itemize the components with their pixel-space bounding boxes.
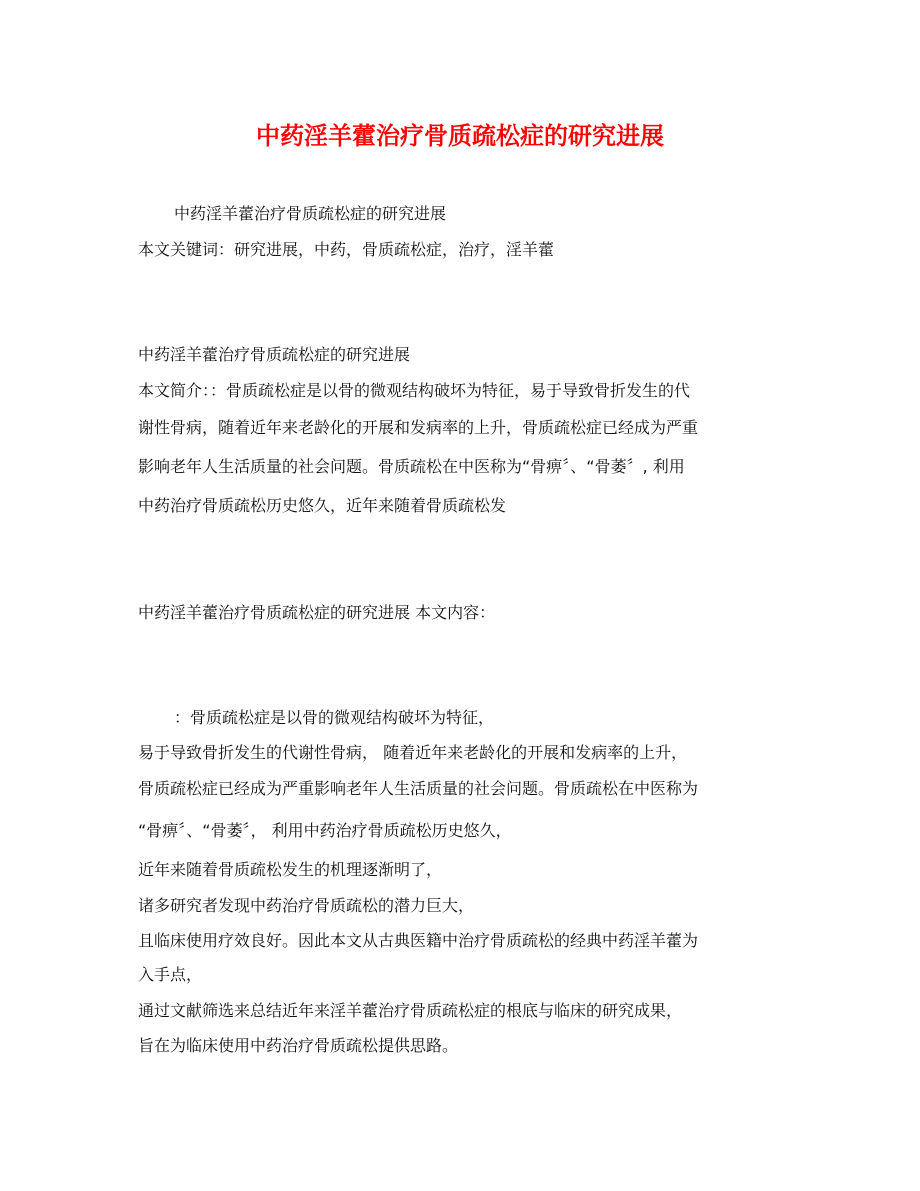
summary-line: 本文简介：：骨质疏松症是以骨的微观结构破坏为特征，易于导致骨折发生的代 xyxy=(138,381,691,400)
content-line: 易于导致骨折发生的代谢性骨病， 随着近年来老龄化的开展和发病率的上升， xyxy=(138,743,688,762)
summary-line: 影响老年人生活质量的社会问题。骨质疏松在中医称为“骨痹〞、“骨萎〞, 利用 xyxy=(138,457,685,476)
content-heading: 中药淫羊藿治疗骨质疏松症的研究进展 本文内容： xyxy=(138,603,496,622)
content-line: 且临床使用疗效良好。因此本文从古典医籍中治疗骨质疏松的经典中药淫羊藿为 xyxy=(138,931,699,950)
content-line: 旨在为临床使用中药治疗骨质疏松提供思路。 xyxy=(138,1036,459,1055)
content-line: 诸多研究者发现中药治疗骨质疏松的潜力巨大， xyxy=(138,896,475,915)
keywords-line: 本文关键词：研究进展，中药，骨质疏松症，治疗，淫羊藿 xyxy=(138,240,555,259)
content-line: ：骨质疏松症是以骨的微观结构破坏为特征， xyxy=(174,708,495,727)
content-line: 近年来随着骨质疏松发生的机理逐渐明了， xyxy=(138,860,443,879)
subtitle-line: 中药淫羊藿治疗骨质疏松症的研究进展 xyxy=(174,204,447,223)
content-line: 通过文献筛选来总结近年来淫羊藿治疗骨质疏松症的根底与临床的研究成果， xyxy=(138,1001,683,1020)
content-line: “骨痹〞、“骨萎〞， 利用中药治疗骨质疏松历史悠久， xyxy=(138,821,512,840)
summary-heading: 中药淫羊藿治疗骨质疏松症的研究进展 xyxy=(138,345,411,364)
document-title: 中药淫羊藿治疗骨质疏松症的研究进展 xyxy=(256,121,664,150)
summary-line: 中药治疗骨质疏松历史悠久，近年来随着骨质疏松发 xyxy=(138,496,507,515)
summary-line: 谢性骨病，随着近年来老龄化的开展和发病率的上升，骨质疏松症已经成为严重 xyxy=(138,418,699,437)
content-line: 骨质疏松症已经成为严重影响老年人生活质量的社会问题。骨质疏松在中医称为 xyxy=(138,779,699,798)
content-line: 入手点， xyxy=(138,965,203,984)
